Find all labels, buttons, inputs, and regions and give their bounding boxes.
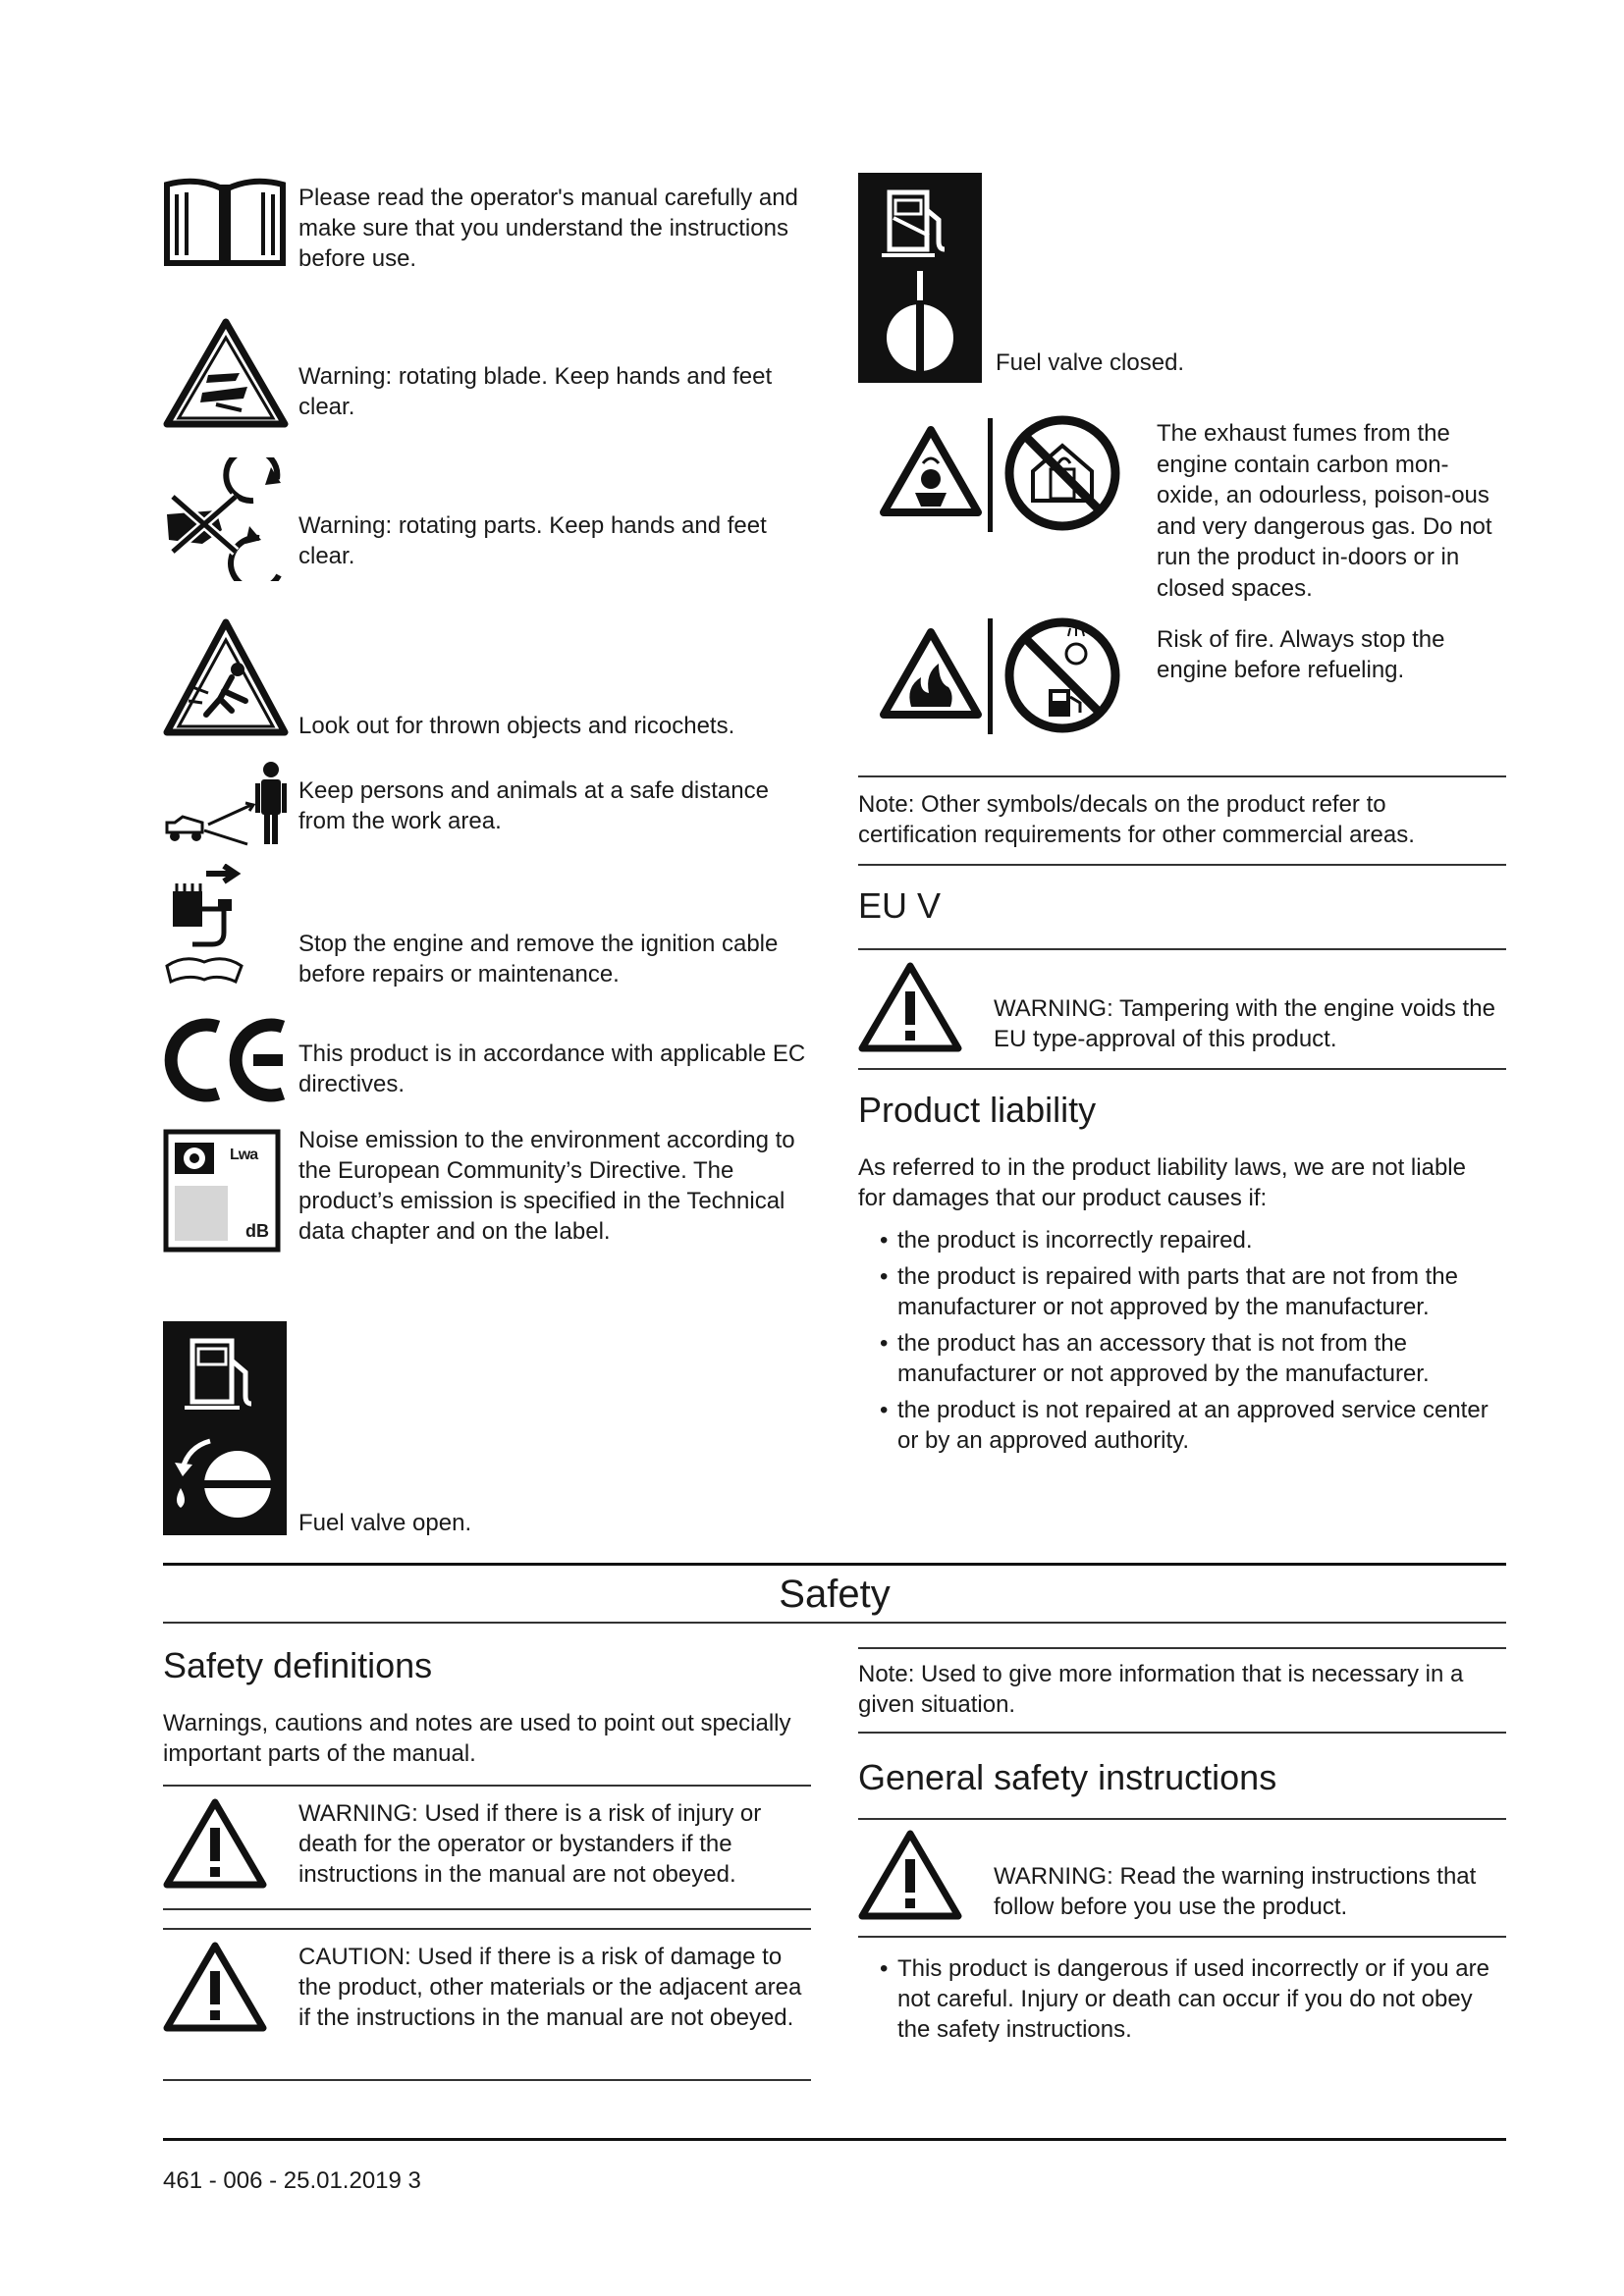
- safety-note: [858, 1659, 1506, 1720]
- list-item: • the product is repaired with parts that are not from the manufacturer or not approved by the manufacturer.: [858, 1261, 1496, 1322]
- definitions-caution-body: Used if there is a risk of damage to the product, other materials or the adjacent area if the instructions in the manual are not obeyed.: [298, 1944, 802, 2031]
- euv-bottom-rule: [858, 1068, 1506, 1070]
- symbol-row-ignition-cable: [163, 864, 811, 991]
- general-safety-heading: General safety instructions: [858, 1757, 1277, 1797]
- definitions-caution-top-rule: [163, 1928, 811, 1930]
- symbol-text-ce-mark: This product is in accordance with applicable EC directives.: [298, 1041, 806, 1097]
- symbol-row-thrown-objects: [163, 616, 811, 742]
- general-warning-bottom-rule: [858, 1936, 1506, 1938]
- symbol-text-thrown-objects: Look out for thrown objects and ricochets.: [298, 713, 735, 739]
- safety-top-rule: [163, 1563, 1506, 1566]
- symbol-row-fuel-valve-closed: [858, 173, 1506, 385]
- safety-note-text: Used to give more information that is necessary in a given situation.: [858, 1661, 1464, 1718]
- symbol-row-rotating-blade: [163, 316, 811, 434]
- note-other-symbols: [858, 789, 1506, 850]
- product-liability-intro: As referred to in the product liability laws, we are not liable for damages that our product causes if:: [858, 1154, 1466, 1211]
- note-top-rule: [858, 775, 1506, 777]
- safety-title-bottom-rule: [163, 1622, 1506, 1624]
- general-warning-body: Read the warning instructions that follow before you use the product.: [994, 1863, 1477, 1920]
- symbol-row-exhaust-fumes: [858, 414, 1506, 601]
- ce-mark-icon: [163, 1015, 291, 1105]
- noise-emission-label-icon: [163, 1129, 281, 1253]
- safety-note-top-rule: [858, 1647, 1506, 1649]
- definitions-warning-body: Used if there is a risk of injury or death for the operator or bystanders if the instructions in the manual are not obeyed.: [298, 1800, 762, 1888]
- product-liability-heading: Product liability: [858, 1090, 1097, 1130]
- note-bottom-rule: [858, 864, 1506, 866]
- list-item: • the product is incorrectly repaired.: [858, 1225, 1496, 1255]
- symbol-row-fire-risk: [858, 614, 1506, 742]
- list-item: • the product has an accessory that is not from the manufacturer or not approved by the manufacturer.: [858, 1328, 1496, 1389]
- symbol-row-fuel-valve-open: [163, 1321, 811, 1541]
- safe-distance-icon: [163, 762, 289, 846]
- symbol-row-manual: [163, 167, 811, 275]
- symbol-text-safe-distance: Keep persons and animals at a safe distance from the work area.: [298, 777, 769, 834]
- definitions-caution-icon: [163, 1940, 267, 2034]
- right-column: [858, 173, 1506, 1547]
- euv-warning-icon: [858, 960, 962, 1054]
- product-liability-list: [858, 1225, 1496, 1462]
- general-warning-top-rule: [858, 1818, 1506, 1820]
- symbol-text-rotating-blade: Warning: rotating blade. Keep hands and feet clear.: [298, 363, 773, 420]
- safety-note-label: Note:: [858, 1661, 915, 1687]
- safety-definitions-intro: Warnings, cautions and notes are used to point out specially important parts of the manual.: [163, 1710, 791, 1767]
- symbol-text-manual: Please read the operator's manual carefully and make sure that you understand the instructions before use.: [298, 185, 798, 272]
- symbol-text-rotating-parts: Warning: rotating parts. Keep hands and feet clear.: [298, 512, 767, 569]
- fuel-valve-open-icon: [163, 1321, 287, 1535]
- remove-ignition-cable-icon: [163, 864, 251, 988]
- rotating-parts-icon: [163, 457, 291, 581]
- fire-risk-warning-icon: [876, 614, 1141, 736]
- symbol-text-ignition-cable: Stop the engine and remove the ignition cable before repairs or maintenance.: [298, 931, 779, 988]
- book-icon: [163, 175, 287, 269]
- definitions-warning-top-rule: [163, 1785, 811, 1787]
- symbol-row-safe-distance: [163, 758, 811, 852]
- symbol-row-ce-mark: [163, 1015, 811, 1109]
- definitions-warning-label: WARNING:: [298, 1800, 418, 1827]
- safety-definitions-heading: Safety definitions: [163, 1645, 433, 1685]
- list-item: • the product is not repaired at an approved service center or by an approved authority.: [858, 1395, 1496, 1456]
- euv-top-rule: [858, 948, 1506, 950]
- definitions-caution-text: [298, 1942, 811, 2033]
- symbol-text-exhaust-fumes: The exhaust fumes from the engine contain carbon mon-oxide, an odourless, poison-ous and very dangerous gas. Do not run the product in-doors or in closed spaces.: [1157, 420, 1492, 602]
- db-label: dB: [245, 1221, 269, 1241]
- general-warning-icon: [858, 1828, 962, 1922]
- definitions-warning-bottom-rule: [163, 1908, 811, 1910]
- symbol-row-noise-emission: [163, 1129, 811, 1296]
- definitions-caution-label: CAUTION:: [298, 1944, 411, 1970]
- note-label: Note:: [858, 791, 915, 818]
- footer-page-info: 461 - 006 - 25.01.2019 3: [163, 2167, 421, 2194]
- definitions-warning-text: [298, 1798, 811, 1890]
- euv-heading: EU V: [858, 885, 942, 926]
- definitions-caution-bottom-rule: [163, 2079, 811, 2081]
- fuel-valve-closed-icon: [858, 173, 982, 383]
- general-warning-label: WARNING:: [994, 1863, 1113, 1890]
- lwa-label: Lwa: [230, 1147, 258, 1163]
- symbol-row-rotating-parts: [163, 457, 811, 585]
- note-text: Other symbols/decals on the product refer to certification requirements for other commercial areas.: [858, 791, 1415, 848]
- general-warning-text: [994, 1861, 1506, 1922]
- rotating-blade-warning-icon: [163, 316, 289, 430]
- euv-warning-body: Tampering with the engine voids the EU type-approval of this product.: [994, 995, 1495, 1052]
- symbol-text-fuel-valve-closed: Fuel valve closed.: [996, 349, 1185, 376]
- euv-warning-text: [994, 993, 1506, 1054]
- symbol-text-noise-emission: Noise emission to the environment according to the European Community’s Directive. The product’s emission is specified in the Technical data chapter and on the label.: [298, 1127, 795, 1245]
- general-safety-list: [858, 1953, 1496, 2051]
- euv-warning-label: WARNING:: [994, 995, 1113, 1022]
- footer-rule: [163, 2138, 1506, 2141]
- thrown-objects-warning-icon: [163, 616, 289, 738]
- safety-note-bottom-rule: [858, 1732, 1506, 1734]
- symbol-text-fuel-valve-open: Fuel valve open.: [298, 1510, 472, 1536]
- list-item: • This product is dangerous if used incorrectly or if you are not careful. Injury or death can occur if you do not obey the safety instructions.: [858, 1953, 1496, 2045]
- symbol-text-fire-risk: Risk of fire. Always stop the engine before refueling.: [1157, 626, 1445, 683]
- definitions-warning-icon: [163, 1796, 267, 1891]
- safety-title: Safety: [779, 1573, 891, 1616]
- left-symbol-column: [163, 167, 811, 1541]
- exhaust-fumes-warning-icon: [876, 414, 1141, 534]
